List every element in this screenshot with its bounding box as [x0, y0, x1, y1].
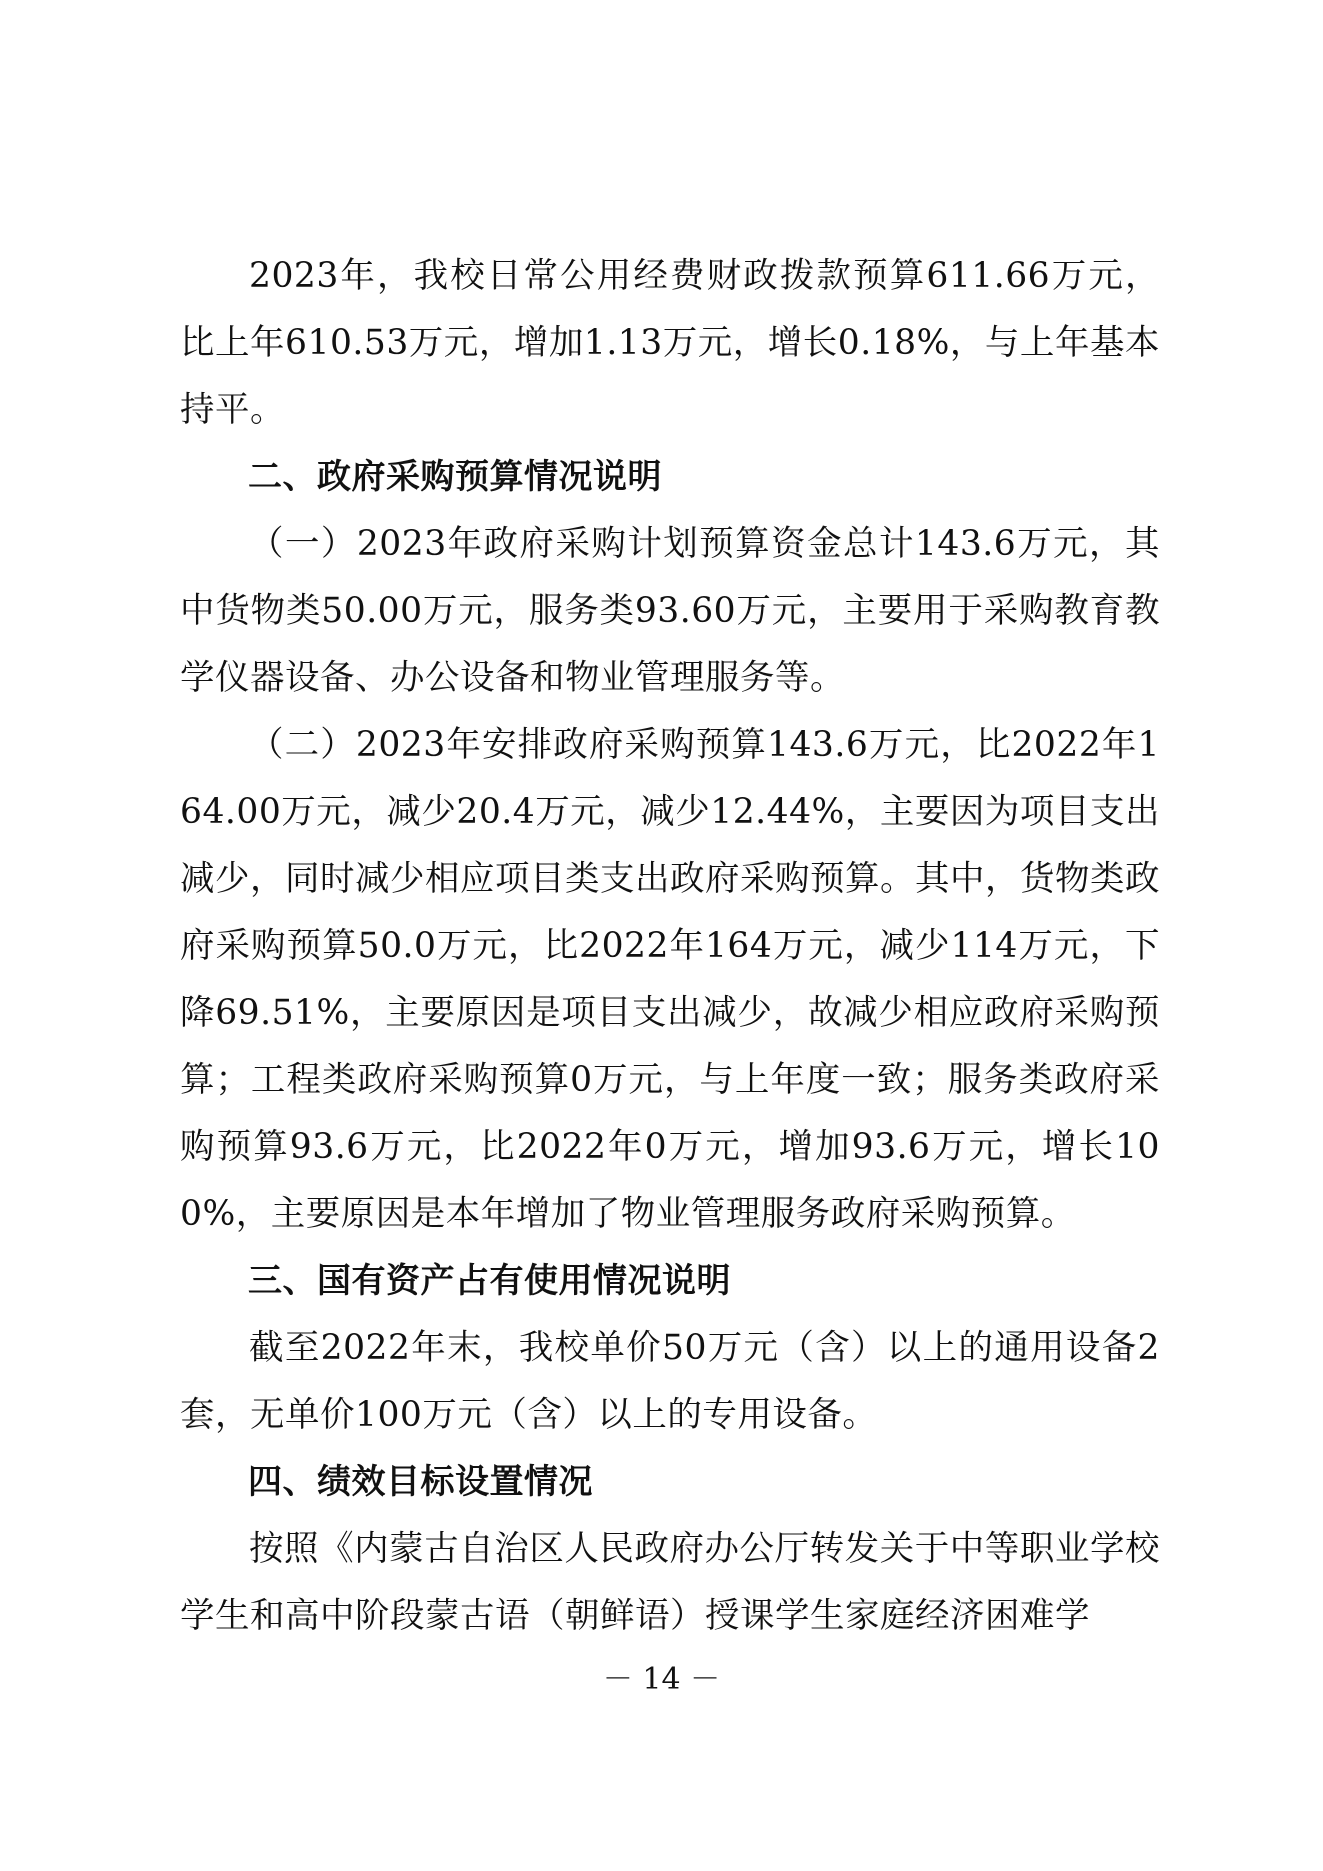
paragraph-procurement-plan: （一）2023年政府采购计划预算资金总计143.6万元，其中货物类50.00万元，服务类93.60万元，主要用于采购教育教学仪器设备、办公设备和物业管理服务等。: [180, 524, 1160, 698]
heading-state-assets: 三、国有资产占有使用情况说明: [248, 1261, 731, 1301]
heading-procurement-budget: 二、政府采购预算情况说明: [248, 457, 662, 497]
heading-performance-targets: 四、绩效目标设置情况: [248, 1462, 593, 1502]
paragraph-daily-expenses: 2023年，我校日常公用经费财政拨款预算611.66万元，比上年610.53万元，增加1.13万元，增长0.18%，与上年基本持平。: [180, 256, 1160, 430]
page-number: － 14 －: [602, 1662, 721, 1697]
paragraph-performance-targets: 按照《内蒙古自治区人民政府办公厅转发关于中等职业学校学生和高中阶段蒙古语（朝鲜语）授课学生家庭经济困难学: [180, 1529, 1160, 1636]
paragraph-procurement-arrangement: （二）2023年安排政府采购预算143.6万元，比2022年164.00万元，减少20.4万元，减少12.44%，主要因为项目支出减少，同时减少相应项目类支出政府采购预算。其中，货物类政府采购预算50.0万元，比2022年164万元，减少114万元，下降69.51%，主要原因是项目支出减少，故减少相应政府采购预算；工程类政府采购预算0万元，与上年度一致；服务类政府采购预算93.6万元，比2022年0万元，增加93.6万元，增长100%，主要原因是本年增加了物业管理服务政府采购预算。: [180, 725, 1160, 1234]
document-body: [180, 243, 1160, 1650]
paragraph-state-assets: 截至2022年末，我校单价50万元（含）以上的通用设备2套，无单价100万元（含）以上的专用设备。: [180, 1328, 1160, 1435]
